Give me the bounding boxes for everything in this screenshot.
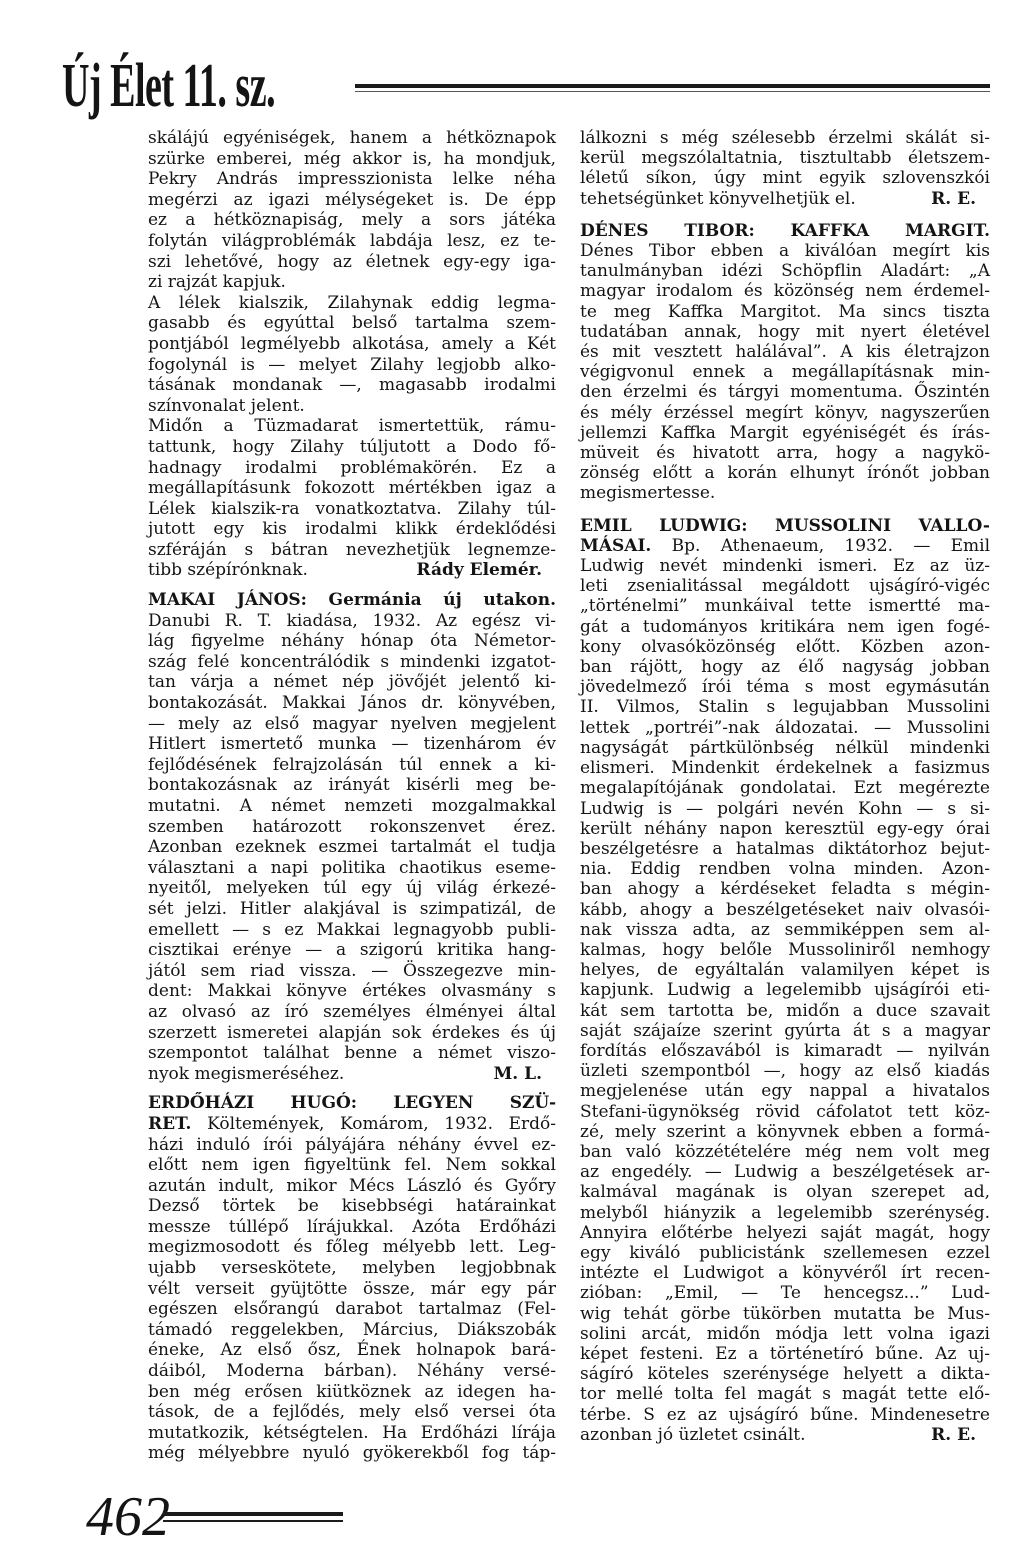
text-line: [580, 443, 990, 463]
line-text: nyeitől, melyeken túl egy új világ érkezé-: [148, 878, 556, 899]
text-line: [580, 221, 990, 241]
line-text: és mély érzéssel megírt könyv, nagyszerűen: [580, 402, 990, 423]
line-text: vélt verseit gyüjtötte össze, már egy pár: [148, 1278, 556, 1299]
line-text: azonban jó üzletet csinált.: [580, 1424, 806, 1445]
line-text: megjelenése után egy nappal a hivatalos: [580, 1081, 990, 1102]
text-line: [148, 631, 556, 652]
text-line: [148, 1402, 556, 1423]
text-line: [580, 1425, 990, 1445]
line-text: választani a napi politika chaotikus eseme-: [148, 857, 556, 878]
text-line: [580, 596, 990, 616]
line-text: cisztikai erénye — a szigorú kritika hang-: [148, 940, 556, 961]
line-text: lág figyelme néhány hónap óta Németor-: [148, 631, 556, 652]
text-line: [148, 1382, 556, 1403]
line-text: kát sem tartotta be, midőn a duce szavait: [580, 1000, 990, 1021]
line-text: kony olvasóközönség előtt. Közben azon-: [580, 636, 990, 657]
text-line: [580, 1081, 990, 1101]
line-text: ban való közzétételére még nem volt meg: [580, 1141, 990, 1162]
text-line: [580, 1304, 990, 1324]
text-line: [580, 657, 990, 677]
text-line: [580, 322, 990, 342]
review-heading: MÁSAI.: [580, 535, 652, 556]
text-line: [148, 478, 556, 499]
text-line: [580, 697, 990, 717]
text-line: [580, 900, 990, 920]
line-text: fordítás előszavából is kimaradt — nyilván: [580, 1040, 990, 1061]
reviewer-signature: M. L.: [493, 1063, 542, 1084]
line-text: megismertesse.: [580, 483, 716, 504]
line-text: nia. Eddig rendben volna minden. Azon-: [580, 859, 990, 880]
text-line: [148, 1023, 556, 1044]
line-text: sét jelzi. Hitler alakjával is szimpatizál, de: [148, 898, 556, 919]
line-text: folytán világproblémák labdája lesz, ez te-: [148, 230, 556, 251]
line-text: pontjából legmélyebb alkotása, amely a Két: [148, 333, 556, 354]
text-line: [148, 775, 556, 796]
line-text: térbe. S ez az ujságíró bűne. Mindenesetre: [580, 1404, 990, 1425]
line-text: egészen elsőrangú darabot tartalmaz (Fel-: [148, 1299, 556, 1320]
line-text: beszélgetésre a hatalmas diktátorhoz bejut-: [580, 838, 990, 859]
text-line: [148, 396, 556, 417]
text-line: [580, 403, 990, 423]
line-text: Stefani-ügynökség rövid cáfolatot tett köz-: [580, 1101, 990, 1122]
text-line: [580, 536, 990, 556]
line-body: [580, 189, 856, 209]
line-text: kalmas, hogy belőle Mussoliniről nemhogy: [580, 939, 990, 960]
line-text: Ludwig is — polgári nevén Kohn — s si-: [580, 798, 990, 819]
review-paragraph: [580, 516, 990, 1445]
text-line: [148, 1196, 556, 1217]
line-text: tanulmányban idézi Schöpflin Aladárt: „A: [580, 261, 990, 282]
line-text: Azonban ezeknek eszmei tartalmát el tudja: [148, 837, 556, 858]
review-paragraph: [148, 1093, 556, 1464]
text-line: [580, 1263, 990, 1283]
reviewer-signature: R. E.: [931, 1424, 976, 1445]
line-text: II. Vilmos, Stalin s legujabban Mussolini: [580, 697, 990, 718]
text-line: [580, 302, 990, 322]
text-line: [580, 1021, 990, 1041]
line-text: A lélek kialszik, Zilahynak eddig legma-: [148, 292, 556, 313]
text-line: [580, 960, 990, 980]
line-text: gát a tudományos kritikára nem igen fogé-: [580, 616, 990, 637]
text-line: [580, 799, 990, 819]
line-text: jutott egy kis irodalmi klikk érdeklődési: [148, 519, 556, 540]
text-line: [580, 1223, 990, 1243]
review-heading: DÉNES TIBOR: KAFFKA MARGIT.: [580, 220, 990, 241]
footer-rule: [163, 1512, 343, 1522]
text-line: [580, 1122, 990, 1142]
line-text: skálájú egyéniségek, hanem a hétköznapok: [148, 128, 556, 148]
line-body: [580, 1425, 806, 1445]
text-line: [580, 1324, 990, 1344]
line-text: egy kiváló publicistánk szellemesen ezzel: [580, 1242, 990, 1263]
text-line: [148, 1135, 556, 1156]
text-line: [148, 611, 556, 632]
text-line: [148, 1237, 556, 1258]
line-text: Dénes Tibor ebben a kiválóan megírt kis: [580, 241, 990, 262]
line-text: támadó reggelekben, Március, Diákszobák: [148, 1319, 556, 1340]
line-text: „történelmi” munkáival tette ismertté ma-: [580, 596, 990, 617]
line-text: szféráján s bátran nevezhetjük legnemze-: [148, 539, 556, 560]
line-text: szemben határozott rokonszenvet érez.: [148, 816, 556, 837]
line-text: üzleti szempontból —, hogy az első kiadás: [580, 1061, 990, 1082]
review-heading: RET.: [148, 1113, 192, 1134]
text-line: [148, 858, 556, 879]
line-text: és mit vesztett halálával”. A kis életrajzon: [580, 342, 990, 363]
line-text: tor mellé tolta fel magát s magát tette elő-: [580, 1384, 990, 1405]
line-text: lettek „portréi”-nak áldozatai. — Mussolini: [580, 717, 990, 738]
line-text: fogolynál is — melyet Zilahy legjobb alko-: [148, 354, 556, 375]
text-line: [580, 839, 990, 859]
text-line: [580, 1243, 990, 1263]
page-number: 462: [86, 1486, 170, 1548]
text-line: [580, 819, 990, 839]
text-line: [148, 1361, 556, 1382]
line-text: melyből hiányzik a legelemibb szerénység.: [580, 1202, 990, 1223]
line-text: mutatkozik, kétségtelen. Ha Erdőházi lírája: [148, 1422, 556, 1443]
text-line: [148, 293, 556, 314]
text-line: [148, 540, 556, 561]
line-text: az olvasó az író személyes élményei által: [148, 1001, 556, 1022]
text-line: [580, 778, 990, 798]
text-line: [148, 560, 556, 581]
line-text: az engedély. — Ludwig a beszélgetések ar-: [580, 1162, 990, 1183]
line-text: megérzi az igazi mélységeket is. De épp: [148, 189, 556, 210]
review-paragraph: [148, 590, 556, 1084]
text-line: [580, 940, 990, 960]
text-line: [148, 334, 556, 355]
line-text: zi rajzát kapjuk.: [148, 272, 286, 293]
text-line: [580, 483, 990, 503]
text-line: [148, 190, 556, 211]
text-line: [148, 1043, 556, 1064]
text-line: [148, 981, 556, 1002]
line-text: helyes, de egyáltalán valamilyen képet is: [580, 960, 990, 981]
text-line: [580, 1203, 990, 1223]
line-text: messze túllépő lírájukkal. Azóta Erdőházi: [148, 1216, 556, 1237]
text-line: [148, 734, 556, 755]
line-text: dent: Makkai könyve értékes olvasmány s: [148, 981, 556, 1002]
line-text: végigvonul ennek a megállapításnak min-: [580, 362, 990, 383]
text-line: [148, 1299, 556, 1320]
line-text: kább, ahogy a beszélgetéseket naiv olvasói-: [580, 899, 990, 920]
line-text: zé, mely szerint a könyvnek ebben a formá-: [580, 1121, 990, 1142]
line-text: ban ahogy a kérdéseket feladta s mégin-: [580, 879, 990, 900]
line-text: megalapítójának gondolatai. Ezt megérezte: [580, 778, 990, 799]
line-text: intézte el Ludwigot a könyvéről írt recen-: [580, 1263, 990, 1284]
line-text: még mélyebbre nyuló gyökerekből fog táp-: [148, 1443, 556, 1464]
line-text: éneke, Az első ősz, Ének holnapok bará-: [148, 1340, 556, 1361]
line-text: Lélek kialszik-ra vonatkoztatva. Zilahy túl-: [148, 498, 556, 519]
text-line: [148, 796, 556, 817]
text-line: [580, 1162, 990, 1182]
line-text: mutatni. A német nemzeti mozgalmakkal: [148, 796, 556, 816]
text-line: [148, 355, 556, 376]
line-text: ez a hétköznapiság, mely a sors játéka: [148, 210, 556, 231]
line-text: ban rájött, hogy az élő nagyság jobban: [580, 657, 990, 678]
text-line: [580, 738, 990, 758]
line-text: magyar irodalom és közönség nem érdemel-: [580, 281, 990, 302]
line-text: te meg Kaffka Margitot. Ma sincs tiszta: [580, 301, 990, 322]
text-line: [580, 1405, 990, 1425]
text-line: [148, 252, 556, 273]
text-line: [148, 1279, 556, 1300]
text-line: [580, 128, 990, 148]
text-line: [148, 920, 556, 941]
text-line: [580, 637, 990, 657]
text-line: [580, 1364, 990, 1384]
text-line: [148, 817, 556, 838]
line-text: lálkozni s még szélesebb érzelmi skálát si-: [580, 128, 990, 148]
line-text: Midőn a Tüzmadarat ismertettük, rámu-: [148, 416, 556, 437]
line-text: müveit és hivatott arra, hogy a nagykö-: [580, 443, 990, 464]
line-text: szerzett ismeretei alapján sok érdekes és új: [148, 1022, 556, 1043]
text-line: [148, 652, 556, 673]
paragraph: [148, 293, 556, 417]
line-text: gasabb és egyúttal belső tartalma szem-: [148, 313, 556, 334]
line-text: tan várja a német nép jövőjét jelentő ki-: [148, 672, 556, 693]
line-text: wig tehát görbe tükörben mutatta be Mus-: [580, 1303, 990, 1324]
text-line: [148, 272, 556, 293]
text-line: [148, 210, 556, 231]
paragraph: [580, 128, 990, 209]
line-text: jától sem riad vissza. — Összegezve min-: [148, 960, 556, 981]
review-paragraph: [580, 221, 990, 504]
right-column: [580, 128, 990, 1445]
left-column: [148, 128, 556, 1464]
header-rule: [355, 84, 990, 92]
line-text: kalmával magának is olyan szerepet ad,: [580, 1182, 990, 1203]
line-text: Ludwig nevét mindenki ismeri. Ez az üz-: [580, 556, 990, 577]
text-line: [148, 128, 556, 149]
line-text: ságíró köteles szerénysége helyett a dikta-: [580, 1364, 990, 1385]
text-line: [148, 499, 556, 520]
review-heading: EMIL LUDWIG: MUSSOLINI VALLO-: [580, 515, 990, 536]
line-text: szempontot találhat benne a német viszo-: [148, 1043, 556, 1064]
text-line: [148, 437, 556, 458]
text-line: [148, 1064, 556, 1085]
text-line: [148, 313, 556, 334]
text-line: [148, 375, 556, 396]
line-text: képet festeni. Ez a történetíró bűne. Az uj-: [580, 1343, 990, 1364]
line-text: került néhány napon keresztül egy-egy órai: [580, 818, 990, 839]
text-line: [580, 980, 990, 1000]
paragraph: [148, 128, 556, 293]
text-line: [148, 878, 556, 899]
text-line: [580, 362, 990, 382]
text-line: [580, 859, 990, 879]
line-text: színvonalat jelent.: [148, 395, 305, 416]
line-text: kerül megszólaltatnia, tisztultabb életszem-: [580, 148, 990, 169]
line-text: Bp. Athenaeum, 1932. — Emil: [671, 535, 991, 556]
text-line: [148, 231, 556, 252]
text-line: [580, 1182, 990, 1202]
text-line: [148, 1002, 556, 1023]
line-body: [148, 560, 308, 581]
text-line: [148, 755, 556, 776]
text-line: [580, 261, 990, 281]
text-line: [148, 899, 556, 920]
line-text: dáiból, Moderna bárban). Néhány versé-: [148, 1361, 556, 1382]
text-line: [580, 1384, 990, 1404]
text-line: [580, 677, 990, 697]
review-heading: ERDŐHÁZI HUGÓ: LEGYEN SZÜ-: [148, 1093, 556, 1114]
text-line: [148, 940, 556, 961]
line-text: Annyira előtérbe helyezi saját magát, hogy: [580, 1222, 990, 1243]
line-text: hadnagy irodalmi problémakörén. Ez a: [148, 457, 556, 478]
text-line: [148, 519, 556, 540]
text-line: [580, 718, 990, 738]
line-text: tásának mondanak —, magasabb irodalmi: [148, 375, 556, 396]
line-text: előtt nem igen figyeltünk fel. Nem sokkal: [148, 1155, 556, 1176]
text-line: [580, 241, 990, 261]
text-line: [148, 1217, 556, 1238]
text-line: [148, 1258, 556, 1279]
text-line: [580, 920, 990, 940]
text-line: [148, 1320, 556, 1341]
text-line: [148, 1340, 556, 1361]
text-line: [580, 148, 990, 168]
text-line: [148, 1423, 556, 1444]
line-text: nagyságát pártkülönbség nélkül mindenki: [580, 737, 990, 758]
line-text: léletű síkon, úgy mint egyik szlovenszkói: [580, 168, 990, 189]
text-line: [580, 281, 990, 301]
text-line: [148, 714, 556, 735]
text-line: [148, 1443, 556, 1464]
line-text: Hitlert ismertető munka — tizenhárom év: [148, 734, 556, 755]
line-text: ben még erősen kiütköznek az idegen ha-: [148, 1381, 556, 1402]
line-text: fejlődésének felrajzolásán túl ennek a ki-: [148, 754, 556, 775]
text-line: [148, 590, 556, 611]
line-text: zönség előtt a korán elhunyt írónőt jobban: [580, 463, 990, 484]
text-line: [580, 1142, 990, 1162]
text-line: [580, 879, 990, 899]
text-line: [148, 149, 556, 170]
reviewer-signature: Rády Elemér.: [416, 560, 542, 581]
text-line: [580, 423, 990, 443]
text-line: [148, 837, 556, 858]
line-text: saját szájaíze szerint gyúrta át s a magyar: [580, 1020, 990, 1041]
text-line: [580, 1283, 990, 1303]
line-text: bontakozásnak az irányát kisérli meg be-: [148, 775, 556, 796]
text-line: [580, 1061, 990, 1081]
line-text: jellemzi Kaffka Margit egyéniségét és írás-: [580, 422, 990, 443]
line-text: emellett — s ez Makkai legnagyobb publi-: [148, 919, 556, 940]
line-text: házi induló írói pályájára néhány évvel ez-: [148, 1134, 556, 1155]
line-text: bontakozását. Makkai János dr. könyvében,: [148, 693, 556, 714]
text-line: [148, 1093, 556, 1114]
text-line: [580, 1344, 990, 1364]
magazine-title: Új Élet 11. sz.: [62, 51, 276, 122]
text-line: [148, 672, 556, 693]
text-line: [148, 416, 556, 437]
text-line: [580, 1102, 990, 1122]
text-line: [580, 382, 990, 402]
line-text: tások, de a fejlődés, mely első versei óta: [148, 1402, 556, 1423]
text-line: [148, 961, 556, 982]
line-text: szürke emberei, még akkor is, ha mondjuk,: [148, 148, 556, 169]
line-text: szág felé koncentrálódik s mindenki izgatot-: [148, 651, 556, 672]
line-text: solini arcát, midőn módja lett volna igazi: [580, 1323, 990, 1344]
line-text: szi lehetővé, hogy az életnek egy-egy iga-: [148, 251, 556, 272]
text-line: [580, 168, 990, 188]
line-text: tibb szépírónknak.: [148, 560, 308, 581]
line-text: — mely az első magyar nyelven megjelent: [148, 713, 556, 734]
line-body: [148, 1064, 344, 1085]
paragraph: [148, 416, 556, 581]
line-text: den érzelmi és tárgyi momentuma. Őszintén: [580, 382, 990, 403]
line-text: tudatában annak, hogy mit nyert életével: [580, 321, 990, 342]
line-text: elismeri. Mindenkit érdekelnek a fasizmus: [580, 758, 990, 779]
review-heading: MAKAI JÁNOS: Germánia új utakon.: [148, 590, 556, 611]
line-text: zióban: „Emil, — Te hencegsz...” Lud-: [580, 1283, 990, 1304]
line-text: leti zsenialitással megáldott ujságíró-vigéc: [580, 576, 990, 597]
text-line: [148, 458, 556, 479]
line-text: Danubi R. T. kiadása, 1932. Az egész vi-: [148, 610, 556, 631]
line-text: ujabb verseskötete, melyben legjobbnak: [148, 1258, 556, 1279]
line-text: megizmosodott és főleg mélyebb lett. Leg-: [148, 1237, 556, 1258]
line-text: Pekry András impresszionista lelke néha: [148, 169, 556, 190]
text-line: [580, 556, 990, 576]
line-text: megállapításunk fokozott mértékben igaz a: [148, 478, 556, 499]
text-line: [580, 758, 990, 778]
line-text: Költemények, Komárom, 1932. Erdő-: [207, 1113, 557, 1134]
line-text: azután indult, mikor Mécs László és Győry: [148, 1175, 556, 1196]
line-text: kapjunk. Ludwig a legelemibb ujságírói eti-: [580, 980, 990, 1001]
line-text: jövedelmező írói téma s most egymásután: [580, 677, 990, 698]
text-line: [148, 693, 556, 714]
text-line: [580, 189, 990, 209]
line-text: Dezső törtek be kisebbségi határainkat: [148, 1196, 556, 1217]
text-line: [580, 1001, 990, 1021]
reviewer-signature: R. E.: [931, 188, 976, 209]
text-line: [580, 617, 990, 637]
text-line: [148, 1176, 556, 1197]
text-line: [580, 463, 990, 483]
text-line: [580, 1041, 990, 1061]
text-line: [148, 1114, 556, 1135]
line-text: nak vissza adta, az semmiképpen sem al-: [580, 919, 990, 940]
line-text: nyok megismeréséhez.: [148, 1063, 345, 1084]
text-line: [580, 516, 990, 536]
line-text: tattunk, hogy Zilahy túljutott a Dodo fő-: [148, 436, 556, 457]
text-line: [580, 342, 990, 362]
line-text: tehetségünket könyvelhetjük el.: [580, 188, 856, 209]
text-line: [148, 1155, 556, 1176]
text-line: [580, 576, 990, 596]
text-line: [148, 169, 556, 190]
